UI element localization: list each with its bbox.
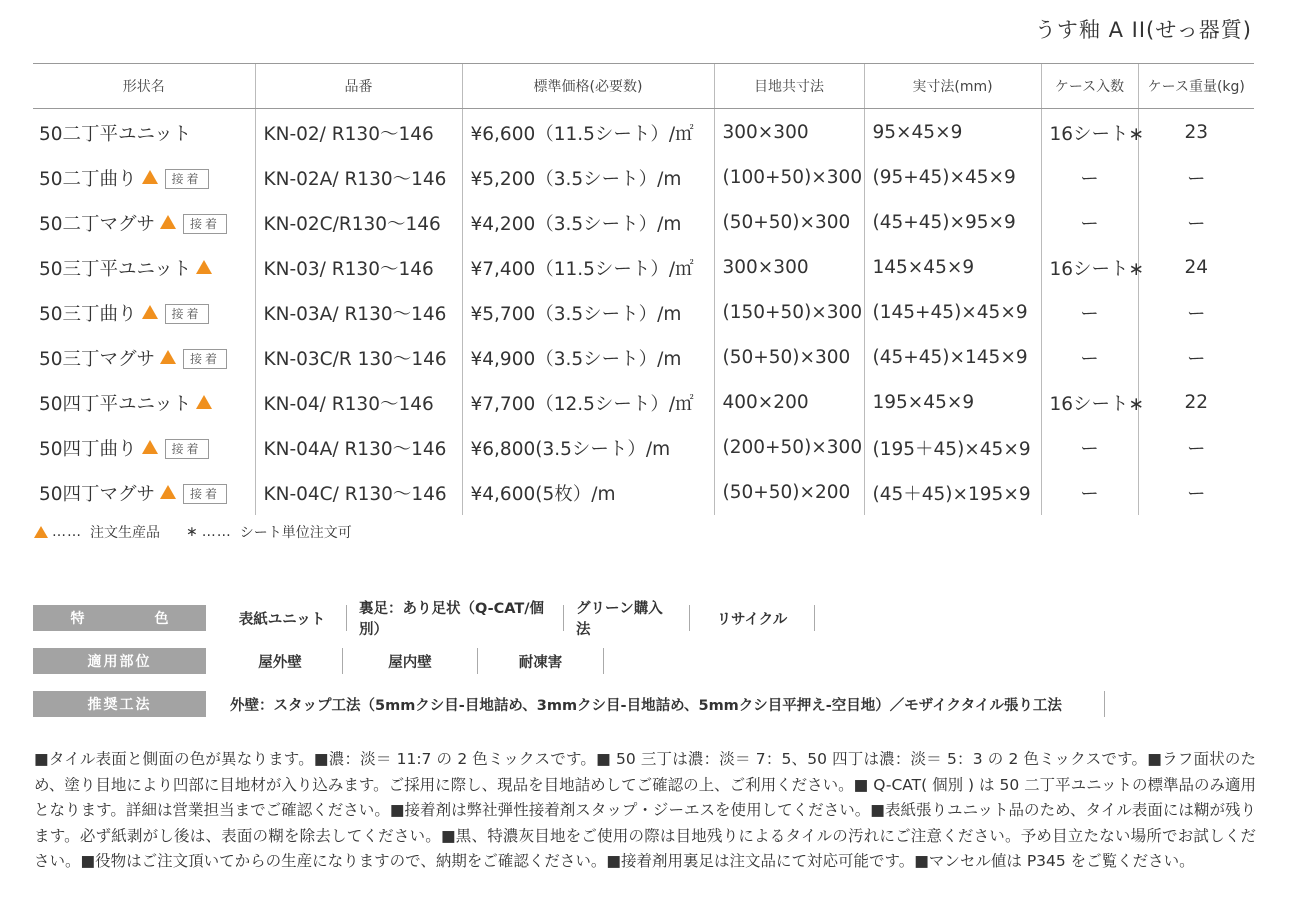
cell-case-qty: ー <box>1041 200 1138 245</box>
property-item: 屋外壁 <box>218 648 343 674</box>
cell-actual-size: 195×45×9 <box>864 380 1041 425</box>
table-header-row <box>33 64 1254 109</box>
cell-case-weight: ー <box>1138 470 1254 515</box>
cell-case-qty: ー <box>1041 425 1138 470</box>
cell-shape-name <box>33 200 255 245</box>
shape-name-text: 50二丁平ユニット <box>39 123 192 145</box>
cell-shape-name <box>33 109 255 156</box>
property-item: 耐凍害 <box>478 648 604 674</box>
shape-name-text: 50四丁平ユニット <box>39 393 192 415</box>
cell-case-qty: ー <box>1041 290 1138 335</box>
cell-case-qty: 16シート∗ <box>1041 380 1138 425</box>
asterisk-icon: ∗ <box>186 524 198 540</box>
legend <box>34 522 352 542</box>
table-row <box>33 200 1254 245</box>
triangle-icon <box>160 215 176 229</box>
shape-name-text: 50四丁曲り <box>39 438 137 460</box>
cell-case-weight: ー <box>1138 425 1254 470</box>
cell-joint-size: 300×300 <box>714 245 864 290</box>
cell-product-code: KN-02A/ R130〜146 <box>255 155 462 200</box>
header-case-qty: ケース入数 <box>1041 64 1138 109</box>
cell-case-qty: ー <box>1041 335 1138 380</box>
adhesive-badge: 接着 <box>165 439 209 459</box>
cell-joint-size: (50+50)×300 <box>714 200 864 245</box>
cell-joint-size: 400×200 <box>714 380 864 425</box>
cell-case-weight: 22 <box>1138 380 1254 425</box>
table-row <box>33 335 1254 380</box>
legend-asterisk-text: シート単位注文可 <box>239 525 352 541</box>
property-item: 屋内壁 <box>343 648 478 674</box>
cell-price: ¥5,700（3.5シート）/m <box>462 290 714 335</box>
cell-case-qty: 16シート∗ <box>1041 109 1138 156</box>
triangle-icon <box>160 350 176 364</box>
triangle-icon <box>142 170 158 184</box>
legend-triangle-text: 注文生産品 <box>90 525 160 541</box>
cell-case-weight: ー <box>1138 290 1254 335</box>
cell-case-qty: 16シート∗ <box>1041 245 1138 290</box>
header-price: 標準価格(必要数) <box>462 64 714 109</box>
cell-actual-size: (195＋45)×45×9 <box>864 425 1041 470</box>
cell-price: ¥7,700（12.5シート）/㎡ <box>462 380 714 425</box>
header-actual-size: 実寸法(mm) <box>864 64 1041 109</box>
property-item: 表紙ユニット <box>218 605 347 631</box>
triangle-icon <box>196 260 212 274</box>
property-item: 外壁：スタップ工法（5mmクシ目-目地詰め、3mmクシ目-目地詰め、5mmクシ目平押え-空目地）／モザイクタイル張り工法 <box>218 691 1105 717</box>
cell-joint-size: (50+50)×200 <box>714 470 864 515</box>
cell-price: ¥5,200（3.5シート）/m <box>462 155 714 200</box>
cell-product-code: KN-03C/R 130〜146 <box>255 335 462 380</box>
cell-joint-size: 300×300 <box>714 109 864 156</box>
legend-dots: …… <box>52 524 82 540</box>
cell-actual-size: (45+45)×95×9 <box>864 200 1041 245</box>
cell-product-code: KN-04A/ R130〜146 <box>255 425 462 470</box>
adhesive-badge: 接着 <box>165 169 209 189</box>
cell-actual-size: (45＋45)×195×9 <box>864 470 1041 515</box>
triangle-icon <box>160 485 176 499</box>
cell-case-qty: ー <box>1041 470 1138 515</box>
cell-shape-name <box>33 290 255 335</box>
adhesive-badge: 接着 <box>183 484 227 504</box>
cell-actual-size: 95×45×9 <box>864 109 1041 156</box>
cell-joint-size: (150+50)×300 <box>714 290 864 335</box>
cell-joint-size: (50+50)×300 <box>714 335 864 380</box>
triangle-icon <box>142 305 158 319</box>
property-row-method <box>33 691 1105 717</box>
cell-price: ¥4,900（3.5シート）/m <box>462 335 714 380</box>
cell-price: ¥6,800(3.5シート）/m <box>462 425 714 470</box>
header-case-weight: ケース重量(kg) <box>1138 64 1254 109</box>
cell-price: ¥4,200（3.5シート）/m <box>462 200 714 245</box>
property-row-features <box>33 601 815 638</box>
table-row <box>33 155 1254 200</box>
cell-actual-size: (95+45)×45×9 <box>864 155 1041 200</box>
table-row <box>33 425 1254 470</box>
shape-name-text: 50三丁曲り <box>39 303 137 325</box>
cell-shape-name <box>33 470 255 515</box>
page-title: うす釉 A II(せっ器質) <box>1034 18 1252 42</box>
cell-product-code: KN-02C/R130〜146 <box>255 200 462 245</box>
property-item: リサイクル <box>690 605 815 631</box>
shape-name-text: 50三丁マグサ <box>39 348 156 370</box>
shape-name-text: 50三丁平ユニット <box>39 258 192 280</box>
cell-joint-size: (200+50)×300 <box>714 425 864 470</box>
cell-price: ¥7,400（11.5シート）/㎡ <box>462 245 714 290</box>
cell-price: ¥4,600(5枚）/m <box>462 470 714 515</box>
header-shape-name: 形状名 <box>33 64 255 109</box>
property-label: 特 色 <box>33 605 206 631</box>
cell-case-weight: ー <box>1138 155 1254 200</box>
property-label: 推奨工法 <box>33 691 206 717</box>
cell-shape-name <box>33 425 255 470</box>
cell-shape-name <box>33 155 255 200</box>
spec-table <box>33 63 1254 515</box>
cell-case-qty: ー <box>1041 155 1138 200</box>
header-joint-size: 目地共寸法 <box>714 64 864 109</box>
shape-name-text: 50四丁マグサ <box>39 483 156 505</box>
cell-case-weight: ー <box>1138 200 1254 245</box>
cell-actual-size: (145+45)×45×9 <box>864 290 1041 335</box>
table-body <box>33 109 1254 516</box>
cell-case-weight: ー <box>1138 335 1254 380</box>
header-product-code: 品番 <box>255 64 462 109</box>
cell-product-code: KN-03A/ R130〜146 <box>255 290 462 335</box>
cell-actual-size: (45+45)×145×9 <box>864 335 1041 380</box>
property-item: グリーン購入法 <box>564 605 690 631</box>
adhesive-badge: 接着 <box>183 214 227 234</box>
shape-name-text: 50二丁マグサ <box>39 213 156 235</box>
adhesive-badge: 接着 <box>165 304 209 324</box>
cell-shape-name <box>33 335 255 380</box>
cell-case-weight: 23 <box>1138 109 1254 156</box>
table-row <box>33 245 1254 290</box>
table-row <box>33 380 1254 425</box>
cell-product-code: KN-04/ R130〜146 <box>255 380 462 425</box>
cell-shape-name <box>33 245 255 290</box>
table-row <box>33 290 1254 335</box>
cell-actual-size: 145×45×9 <box>864 245 1041 290</box>
table-row <box>33 470 1254 515</box>
cell-product-code: KN-03/ R130〜146 <box>255 245 462 290</box>
cell-shape-name <box>33 380 255 425</box>
legend-dots: …… <box>201 524 232 540</box>
cell-product-code: KN-04C/ R130〜146 <box>255 470 462 515</box>
cell-case-weight: 24 <box>1138 245 1254 290</box>
triangle-icon <box>142 440 158 454</box>
cell-joint-size: (100+50)×300 <box>714 155 864 200</box>
adhesive-badge: 接着 <box>183 349 227 369</box>
triangle-icon <box>34 526 48 538</box>
property-item: 裏足：あり足状（Q-CAT/個別） <box>347 605 564 631</box>
shape-name-text: 50二丁曲り <box>39 168 137 190</box>
notes-paragraph: ■タイル表面と側面の色が異なります。■濃：淡＝ 11:7 の 2 色ミックスです。■ 50 三丁は濃：淡＝ 7：5、50 四丁は濃：淡＝ 5：3 の 2 色ミックスです。■ラフ面状のため、塗り目地により凹部に目地材が入り込みます。ご採用に際し、現品を目地詰めしてご確認の上、ご利用ください。■ Q-CAT( 個別 ) は 50 二丁平ユニットの標準品のみ適用となります。詳細は営業担当までご確認ください。■接着剤は弊社弾性接着剤スタップ・ジーエスを使用してください。■表紙張りユニット品のため、タイル表面には糊が残ります。必ず紙剥がし後は、表面の糊を除去してください。■黒、特濃灰目地をご使用の際は目地残りによるタイルの汚れにご注意ください。予め目立たない場所でお試しください。■役物はご注文頂いてからの生産になりますので、納期をご確認ください。■接着剤用裏足は注文品にて対応可能です。■マンセル値は P345 をご覧ください。 <box>34 750 1256 870</box>
cell-product-code: KN-02/ R130〜146 <box>255 109 462 156</box>
property-label: 適用部位 <box>33 648 206 674</box>
cell-price: ¥6,600（11.5シート）/㎡ <box>462 109 714 156</box>
property-row-application <box>33 648 604 674</box>
triangle-icon <box>196 395 212 409</box>
table-row <box>33 109 1254 156</box>
